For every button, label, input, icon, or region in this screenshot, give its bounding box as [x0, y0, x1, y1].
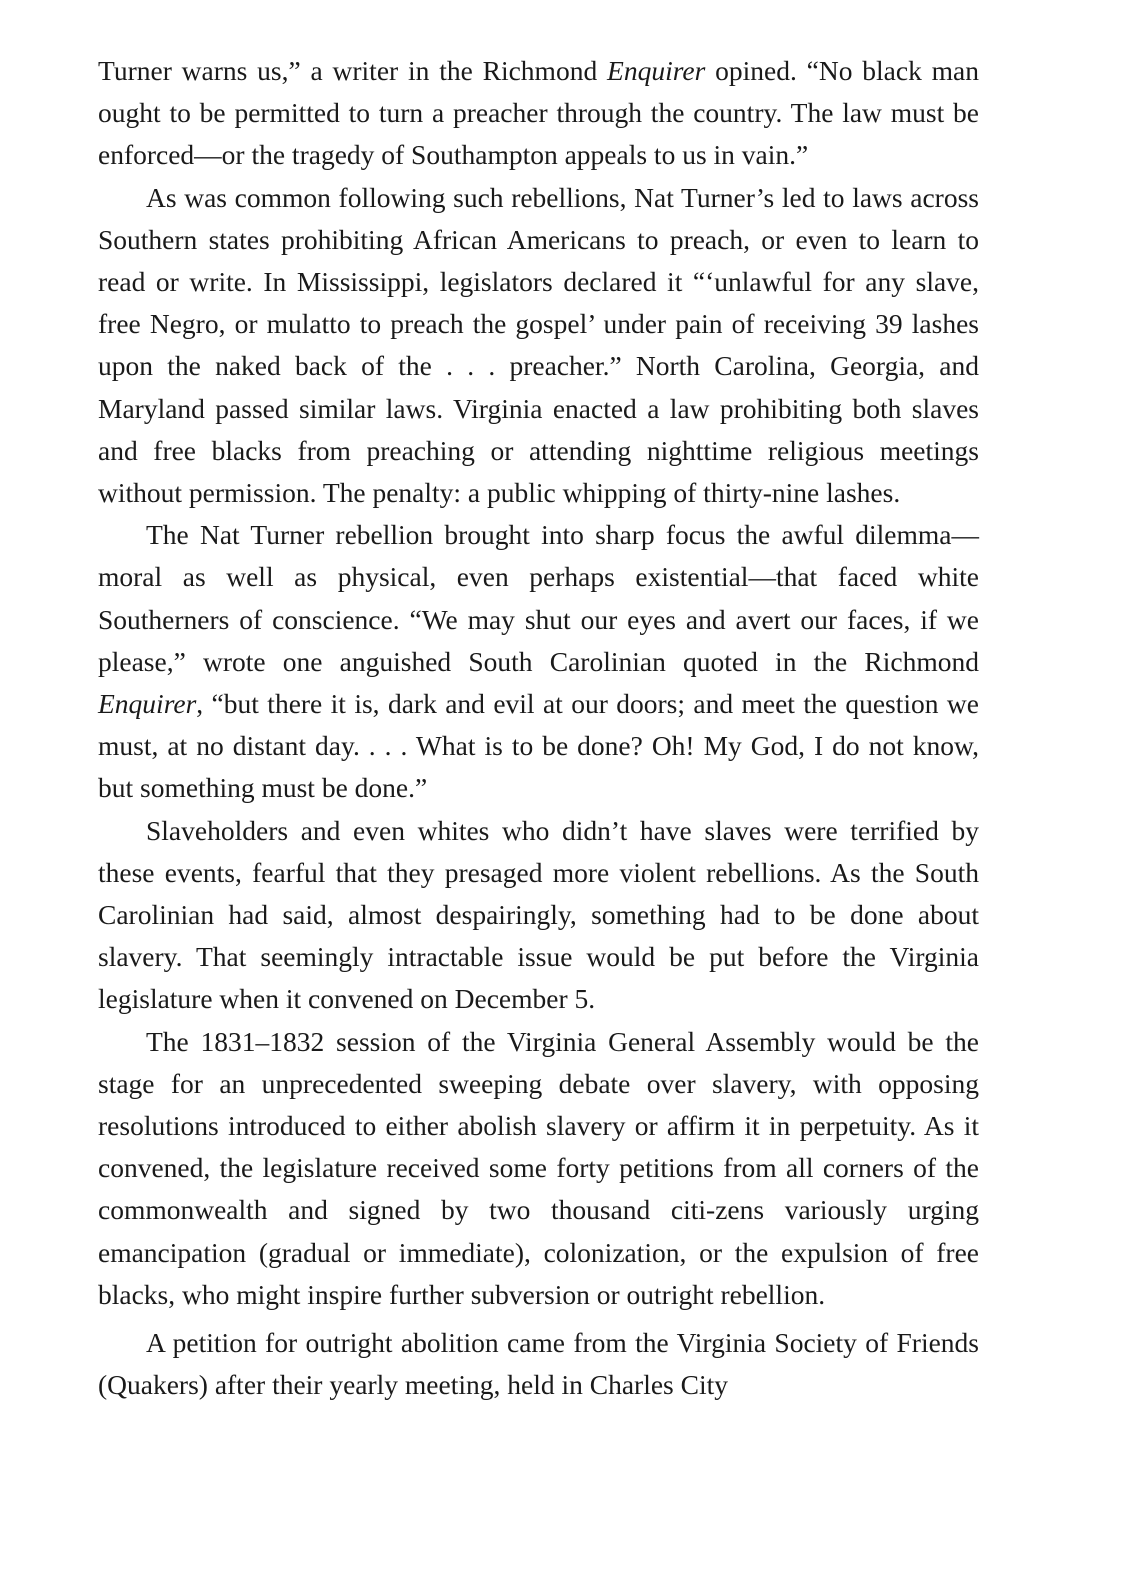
paragraph: [98, 177, 979, 515]
page-body: [98, 50, 979, 1407]
body-text: Slaveholders and even whites who didn’t have slaves were terrified by these events, fearful that they presaged more violent rebellions. As the South Carolinian had said, almost despairingly, something had to be done about slavery. That seemingly intractable issue would be put before the Virginia legislature when it convened on December 5.: [98, 814, 979, 1015]
body-text: Turner warns us,” a writer in the Richmond: [98, 55, 608, 86]
body-text: A petition for outright abolition came from the Virginia Society of Friends (Quakers) after their yearly meeting, held in Charles City: [98, 1327, 979, 1401]
paragraph: [98, 810, 979, 1021]
paragraph: [98, 514, 979, 809]
paragraph: [98, 1322, 979, 1406]
body-text: The Nat Turner rebellion brought into sharp focus the awful dilemma—moral as well as physical, even perhaps existential—that faced white Southerners of conscience. “We may shut our eyes and avert our faces, if we please,” wrote one anguished South Carolinian quoted in the Richmond: [98, 519, 979, 677]
body-text: opined. “No black man ought to be permitted to turn a preacher through the country. The law must be enforced—or the tragedy of Southampton appeals to us in vain.”: [98, 55, 979, 171]
paragraph: [98, 1021, 979, 1316]
body-text: , “but there it is, dark and evil at our doors; and meet the question we must, at no distant day. . . . What is to be done? Oh! My God, I do not know, but something must be done.”: [98, 688, 979, 804]
paragraph-continued: [98, 50, 979, 177]
body-text: The 1831–1832 session of the Virginia General Assembly would be the stage for an unprecedented sweeping debate over slavery, with opposing resolutions introduced to either abolish slavery or affirm it in perpetuity. As it convened, the legislature received some forty petitions from all corners of the commonwealth and signed by two thousand citi-zens variously urging emancipation (gradual or immediate), colonization, or the expulsion of free blacks, who might inspire further subversion or outright rebellion.: [98, 1025, 979, 1310]
body-text: As was common following such rebellions, Nat Turner’s led to laws across Southern states prohibiting African Americans to preach, or even to learn to read or write. In Mississippi, legislators declared it “‘unlawful for any slave, free Negro, or mulatto to preach the gospel’ under pain of receiving 39 lashes upon the naked back of the . . . preacher.” North Carolina, Georgia, and Maryland passed similar laws. Virginia enacted a law prohibiting both slaves and free blacks from preaching or attending nighttime religious meetings without permission. The penalty: a public whipping of thirty-nine lashes.: [98, 181, 979, 509]
italic-text: Enquirer: [98, 688, 197, 720]
italic-text: Enquirer: [607, 55, 706, 86]
